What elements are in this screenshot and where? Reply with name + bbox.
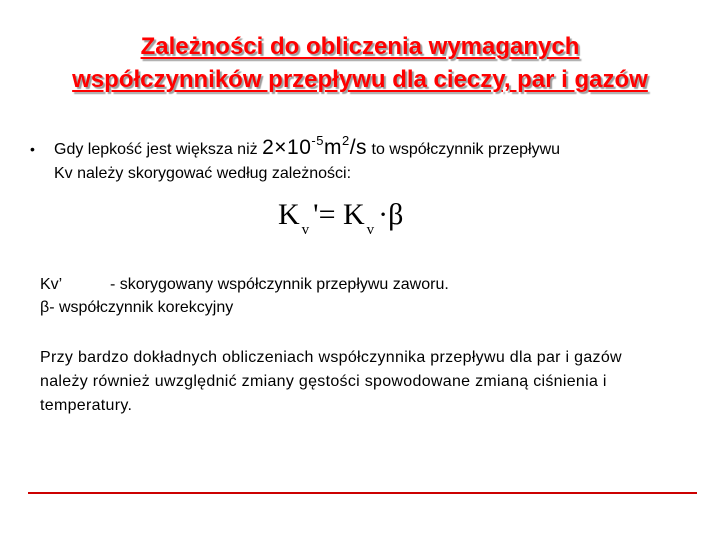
threshold-exponent: -5	[311, 133, 324, 148]
threshold-unit-exponent: 2	[341, 133, 350, 148]
formula-lhs-subscript: v	[301, 222, 310, 238]
slide-title-line-2: współczynników przepływu dla cieczy, par i gazów	[72, 66, 648, 93]
condition-prefix: Gdy lepkość jest większa niż	[54, 141, 258, 158]
definition-kv-symbol: Kv’	[40, 276, 63, 293]
bottom-divider	[28, 492, 697, 494]
correction-formula	[278, 198, 404, 238]
formula-equals: '=	[313, 198, 343, 231]
formula-lhs-symbol: K	[278, 198, 300, 231]
viscosity-threshold	[262, 133, 368, 159]
formula-rhs-symbol: K	[343, 198, 365, 231]
definition-kv-text: - skorygowany współczynnik przepływu zaworu.	[110, 276, 449, 293]
formula-rhs-subscript: v	[366, 222, 375, 238]
threshold-unit-suffix: /s	[349, 136, 368, 159]
definition-beta: β- współczynnik korekcyjny	[40, 299, 234, 316]
bullet-marker: •	[30, 141, 35, 157]
slide-title	[10, 30, 710, 96]
slide-title-line-1: Zależności do obliczenia wymaganych	[140, 33, 580, 60]
threshold-unit-base: m	[323, 136, 342, 159]
condition-continuation: Kv należy skorygować według zależności:	[54, 165, 352, 182]
formula-operator: ·β	[378, 198, 404, 231]
condition-suffix: to współczynnik przepływu	[371, 141, 561, 158]
viscosity-condition	[54, 133, 561, 160]
threshold-mantissa: 2×10	[262, 136, 312, 159]
definition-kv	[40, 276, 449, 294]
precision-note: Przy bardzo dokładnych obliczeniach współczynnika przepływu dla par i gazów należy również uwzględnić zmiany gęstości spowodowane zmianą ciśnienia i temperatury.	[40, 349, 622, 414]
